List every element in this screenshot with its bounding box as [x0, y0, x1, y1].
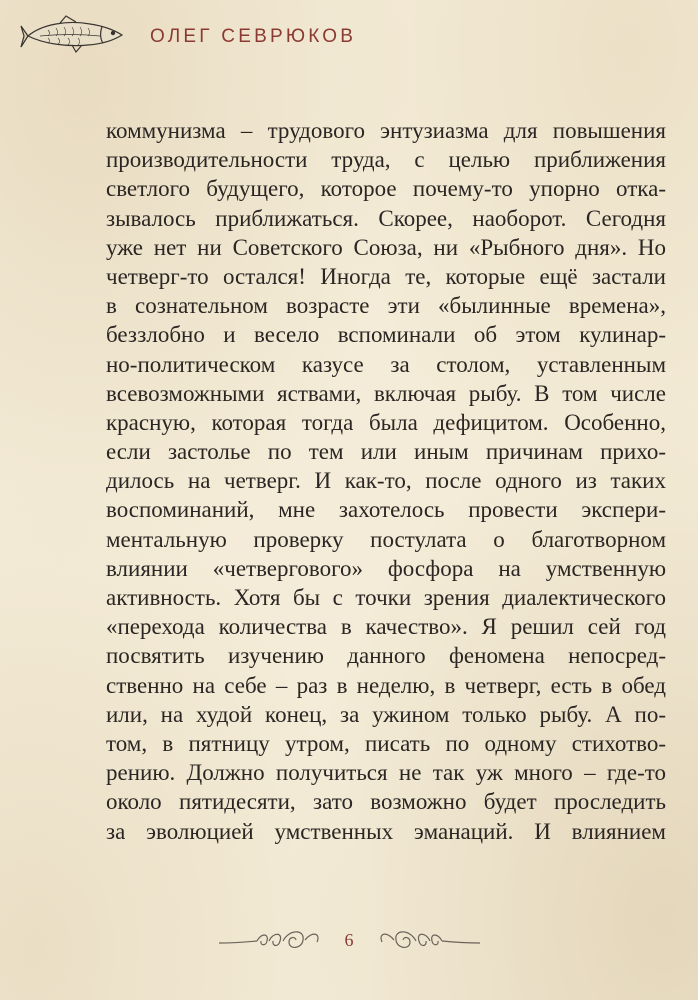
text-line: всевозможными яствами, включая рыбу. В том числе [106, 380, 666, 406]
flourish-ornament-icon [217, 925, 327, 955]
page-body-text [106, 116, 666, 846]
text-line: около пятидесяти, зато возможно будет проследить [106, 789, 666, 815]
text-line: беззлобно и весело вспоминали об этом кулинар- [106, 322, 666, 348]
fish-icon [20, 14, 132, 58]
text-line: рению. Должно получиться не так уж много – где-то [106, 760, 666, 786]
text-line: четверг-то остался! Иногда те, которые ещё застали [106, 263, 666, 289]
page-footer [0, 920, 698, 960]
page-number: 6 [344, 929, 354, 950]
text-line: красную, которая тогда была дефицитом. Особенно, [106, 409, 666, 435]
text-line: зывалось приближаться. Скорее, наоборот. Сегодня [106, 205, 666, 231]
text-line: том, в пятницу утром, писать по одному стихотво- [106, 730, 666, 756]
text-line: дилось на четверг. И как-то, после одного из таких [106, 468, 666, 494]
text-line: активность. Хотя бы с точки зрения диалектического [106, 585, 666, 610]
text-line: воспоминаний, мне захотелось провести экспери- [106, 497, 666, 523]
text-line: в сознательном возрасте эти «былинные времена», [106, 293, 666, 319]
text-line: посвятить изучению данного феномена непосред- [106, 643, 666, 669]
text-line: ментальную проверку постулата о благотворном [106, 526, 666, 552]
text-line: если застолье по тем или иным причинам прихо- [106, 439, 666, 465]
text-line: влиянии «четвергового» фосфора на умственную [106, 555, 666, 581]
text-line: за эволюцией умственных эманаций. И влиянием [106, 818, 666, 844]
text-line: но-политическом казусе за столом, уставленным [106, 351, 666, 377]
text-line: ственно на себе – раз в неделю, в четверг, есть в обед [106, 672, 666, 698]
text-line: коммунизма – трудового энтузиазма для повышения [106, 118, 666, 143]
author-name: ОЛЕГ СЕВРЮКОВ [150, 26, 357, 47]
text-line: уже нет ни Советского Союза, ни «Рыбного дня». Но [106, 234, 666, 260]
text-line: или, на худой конец, за ужином только рыбу. А по- [106, 701, 666, 727]
text-line: «перехода количества в качество». Я решил сей год [106, 614, 666, 640]
text-line: светлого будущего, которое почему-то упорно отка- [106, 176, 666, 202]
text-line: производительности труда, с целью приближения [106, 147, 666, 173]
page-header [20, 6, 132, 66]
flourish-ornament-icon-right [372, 925, 482, 955]
